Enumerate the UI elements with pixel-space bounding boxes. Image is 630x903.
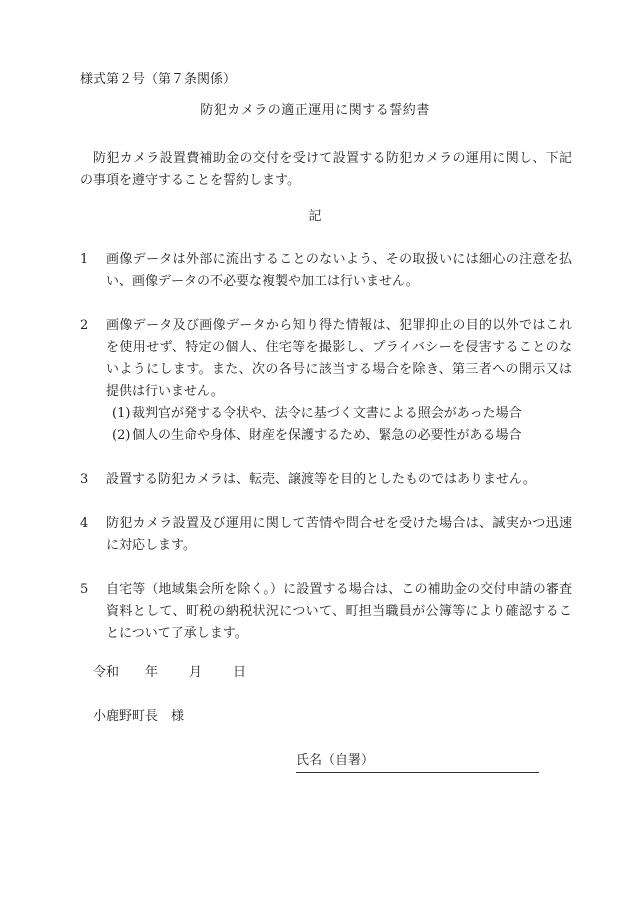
item-text: 防犯カメラ設置及び運用に関して苦情や問合せを受けた場合は、誠実かつ迅速に対応します。: [106, 516, 572, 553]
item-number: 4: [80, 516, 89, 531]
item-list: [80, 249, 572, 667]
date-month: 月: [189, 665, 203, 680]
item-text: 画像データは外部に流出することのないよう、その取扱いには細心の注意を払い、画像データの不必要な複製や加工は行いません。: [106, 252, 572, 289]
item-text: 画像データ及び画像データから知り得た情報は、犯罪抑止の目的以外ではこれを使用せず、特定の個人、住宅等を撮影し、プライバシーを侵害することのないようにします。また、次の各号に該当する場合を除き、第三者への開示又は提供は行いません。: [106, 318, 572, 399]
item-number: 1: [80, 252, 89, 267]
list-item: [80, 249, 572, 293]
item-number: 3: [80, 472, 89, 487]
intro-paragraph: 防犯カメラ設置費補助金の交付を受けて設置する防犯カメラの運用に関し、下記の事項を遵守することを誓約します。: [80, 151, 572, 188]
sub-item-text: 個人の生命や身体、財産を保護するため、緊急の必要性がある場合: [132, 428, 522, 443]
document-title: 防犯カメラの適正運用に関する誓約書: [200, 103, 430, 118]
sub-item: [106, 425, 572, 447]
list-item: [80, 579, 572, 645]
list-item: [80, 513, 572, 557]
ki-heading: 記: [308, 209, 322, 224]
signature-label: 氏名（自署）: [296, 753, 375, 768]
date-day: 日: [233, 665, 247, 680]
sub-item-number: (2): [112, 428, 131, 443]
date-era: 令和: [93, 665, 120, 680]
recipient: 小鹿野町長 様: [93, 709, 185, 724]
sub-item-number: (1): [112, 406, 131, 421]
form-number: 様式第２号（第７条関係）: [80, 72, 237, 87]
date-line: [93, 662, 246, 684]
sub-item: [106, 403, 572, 425]
list-item: [80, 315, 572, 447]
date-year: 年: [145, 665, 159, 680]
item-number: 2: [80, 318, 89, 333]
item-text: 自宅等（地域集会所を除く。）に設置する場合は、この補助金の交付申請の審査資料として、町税の納税状況について、町担当職員が公簿等により確認することについて了承します。: [106, 582, 572, 641]
signature-field[interactable]: [296, 750, 539, 773]
sub-item-text: 裁判官が発する令状や、法令に基づく文書による照会があった場合: [132, 406, 522, 421]
item-text: 設置する防犯カメラは、転売、譲渡等を目的としたものではありません。: [106, 472, 536, 487]
list-item: [80, 469, 572, 491]
item-number: 5: [80, 582, 89, 597]
